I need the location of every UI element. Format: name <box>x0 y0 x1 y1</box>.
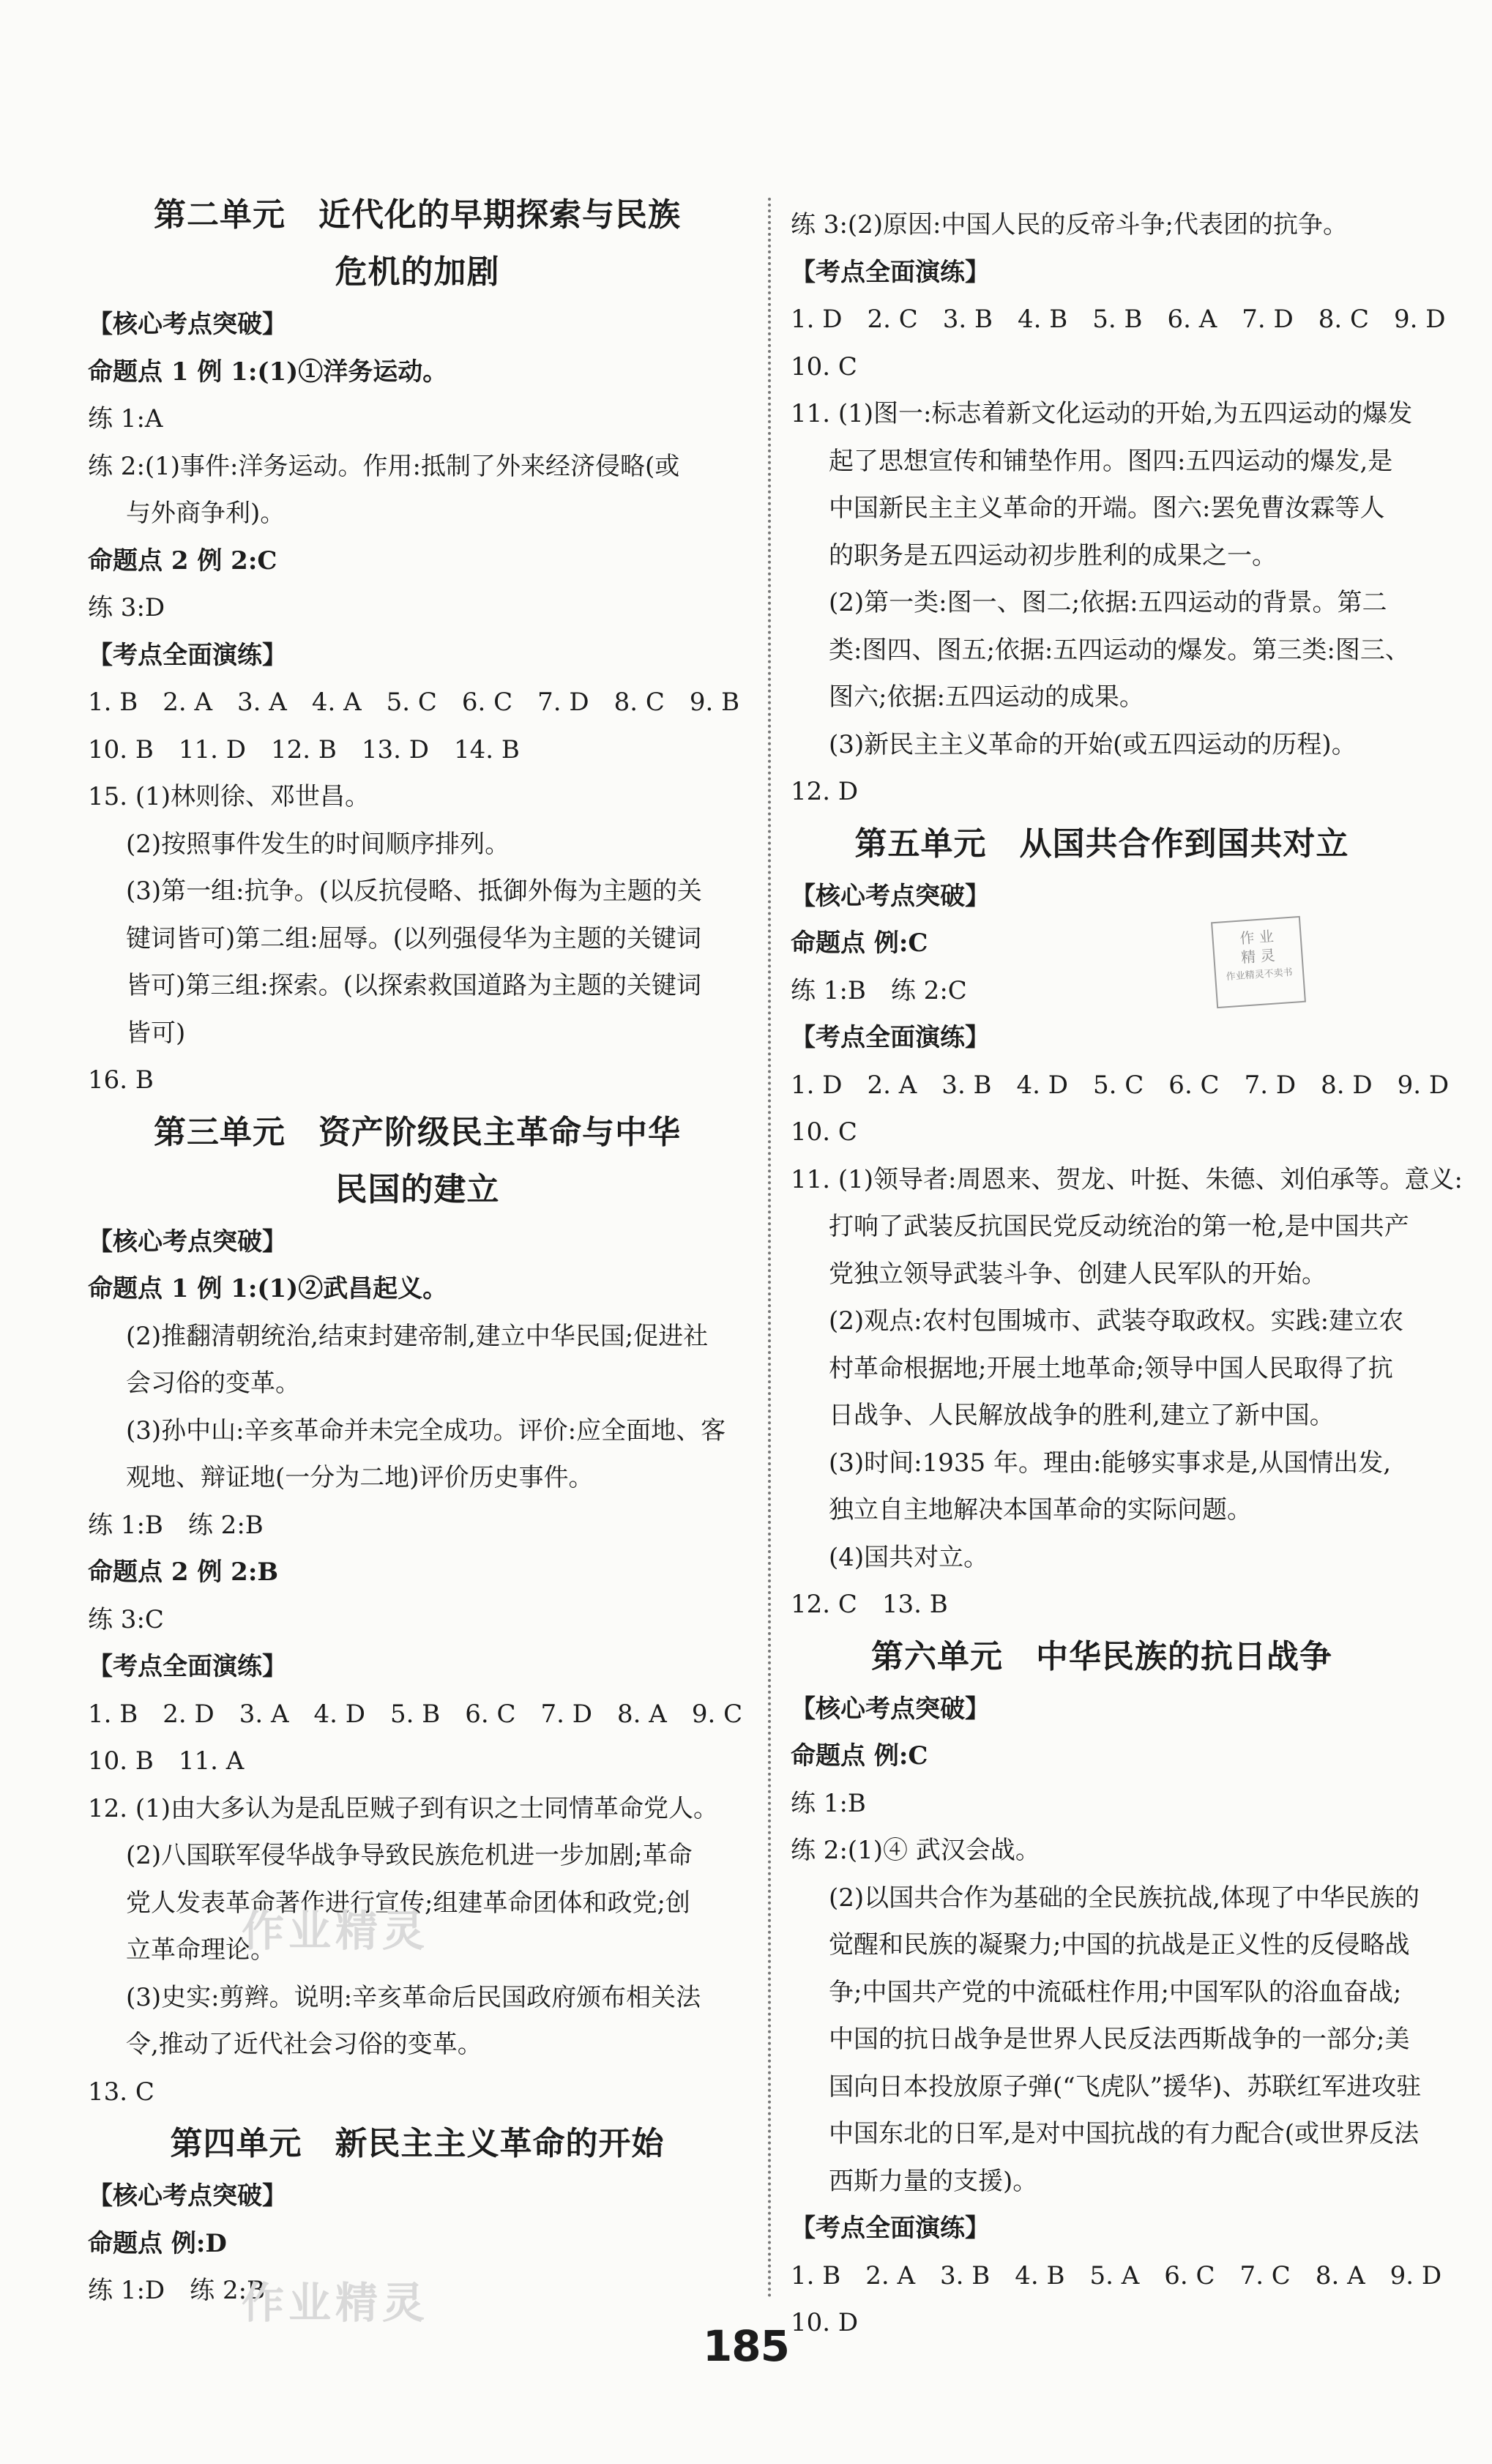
question-point: 命题点 1 例 1:(1)②武昌起义。 <box>88 1274 448 1303</box>
answer-line: 皆可)第三组:探索。(以探索救国道路为主题的关键词 <box>126 971 701 1000</box>
section-heading: 【核心考点突破】 <box>88 2181 287 2211</box>
answer-line: 15. (1)林则徐、邓世昌。 <box>88 782 370 811</box>
answer-line: 练 1:A <box>88 404 163 433</box>
answer-line: 党独立领导武装斗争、创建人民军队的开始。 <box>829 1259 1327 1289</box>
answer-line: 图六;依据:五四运动的成果。 <box>829 682 1144 712</box>
answer-line: (3)孙中山:辛亥革命并未完全成功。评价:应全面地、客 <box>126 1415 726 1445</box>
answer-line: 国向日本投放原子弹(“飞虎队”援华)、苏联红军进攻驻 <box>829 2072 1422 2102</box>
answer-line: 争;中国共产党的中流砥柱作用;中国军队的浴血奋战; <box>829 1977 1402 2007</box>
unit-title: 第二单元 近代化的早期探索与民族 <box>154 196 681 234</box>
answer-line: 与外商争利)。 <box>126 499 286 528</box>
page-number: 185 <box>702 2321 790 2371</box>
question-point: 命题点 例:D <box>88 2228 227 2258</box>
answer-line: 立革命理论。 <box>126 1935 275 1965</box>
answer-line: (3)史实:剪辫。说明:辛亥革命后民国政府颁布相关法 <box>126 1982 701 2012</box>
answer-line: (2)按照事件发生的时间顺序排列。 <box>126 829 510 859</box>
answer-line: 练 1:B 练 2:B <box>88 1510 264 1540</box>
answer-line: 日战争、人民解放战争的胜利,建立了新中国。 <box>829 1401 1335 1430</box>
section-heading: 【核心考点突破】 <box>88 310 287 339</box>
section-heading: 【考点全面演练】 <box>88 640 287 670</box>
answer-line: 打响了武装反抗国民党反动统治的第一枪,是中国共产 <box>829 1212 1409 1241</box>
left-column <box>88 187 747 2315</box>
answer-line: 独立自主地解决本国革命的实际问题。 <box>829 1495 1252 1525</box>
faint-watermark: 作业精灵 <box>242 1906 430 1956</box>
answer-line: 10. B 11. D 12. B 13. D 14. B <box>88 734 520 764</box>
section-heading: 【考点全面演练】 <box>791 2214 990 2243</box>
section-heading: 【核心考点突破】 <box>791 1694 990 1724</box>
unit-title: 民国的建立 <box>335 1170 500 1208</box>
answer-line: (4)国共对立。 <box>829 1542 989 1572</box>
question-point: 命题点 例:C <box>791 1741 928 1771</box>
stamp-line-3: 作业精灵不卖书 <box>1226 967 1294 983</box>
answer-line: 练 3:(2)原因:中国人民的反帝斗争;代表团的抗争。 <box>791 210 1348 239</box>
unit-title: 第六单元 中华民族的抗日战争 <box>871 1637 1332 1675</box>
unit-title: 第四单元 新民主主义革命的开始 <box>170 2125 665 2162</box>
answer-line: 令,推动了近代社会习俗的变革。 <box>126 2030 482 2059</box>
answer-line: 1. B 2. D 3. A 4. D 5. B 6. C 7. D 8. A 9. C <box>88 1699 743 1729</box>
answer-line: (2)以国共合作为基础的全民族抗战,体现了中华民族的 <box>829 1883 1420 1913</box>
unit-title: 第三单元 资产阶级民主革命与中华 <box>154 1113 681 1151</box>
answer-line: 12. D <box>791 777 859 806</box>
answer-line: (2)第一类:图一、图二;依据:五四运动的背景。第二 <box>829 588 1387 617</box>
answer-line: 中国的抗日战争是世界人民反法西斯战争的一部分;美 <box>829 2025 1410 2054</box>
answer-line: 观地、辩证地(一分为二地)评价历史事件。 <box>126 1463 594 1492</box>
answer-line: 觉醒和民族的凝聚力;中国的抗战是正义性的反侵略战 <box>829 1930 1410 1959</box>
answer-line: (2)观点:农村包围城市、武装夺取政权。实践:建立农 <box>829 1306 1404 1336</box>
answer-line: 1. B 2. A 3. A 4. A 5. C 6. C 7. D 8. C 9. B <box>88 688 740 717</box>
answer-line: (3)第一组:抗争。(以反抗侵略、抵御外侮为主题的关 <box>126 876 702 906</box>
answer-line: 10. C <box>791 1117 857 1147</box>
answer-line: 1. D 2. A 3. B 4. D 5. C 6. C 7. D 8. D 9. D <box>791 1070 1450 1100</box>
answer-line: 起了思想宣传和铺垫作用。图四:五四运动的爆发,是 <box>829 446 1393 476</box>
unit-title: 第五单元 从国共合作到国共对立 <box>854 825 1349 863</box>
column-divider <box>768 198 771 2299</box>
answer-line: (2)推翻清朝统治,结束封建帝制,建立中华民国;促进社 <box>126 1321 709 1351</box>
answer-line: 类:图四、图五;依据:五四运动的爆发。第三类:图三、 <box>829 635 1410 665</box>
section-heading: 【核心考点突破】 <box>88 1227 287 1257</box>
answer-line: 11. (1)领导者:周恩来、贺龙、叶挺、朱德、刘伯承等。意义: <box>791 1164 1463 1194</box>
answer-line: 练 2:(1)④ 武汉会战。 <box>791 1836 1040 1865</box>
answer-line: 练 3:D <box>88 593 165 622</box>
answer-line: 练 2:(1)事件:洋务运动。作用:抵制了外来经济侵略(或 <box>88 451 680 481</box>
answer-line: 的职务是五四运动初步胜利的成果之一。 <box>829 540 1277 570</box>
answer-line: 键词皆可)第二组:屈辱。(以列强侵华为主题的关键词 <box>126 923 701 953</box>
answer-line: (3)新民主主义革命的开始(或五四运动的历程)。 <box>829 729 1357 759</box>
question-point: 命题点 1 例 1:(1)①洋务运动。 <box>88 357 448 387</box>
answer-line: 西斯力量的支援)。 <box>829 2166 1038 2196</box>
answer-line: 练 1:B 练 2:C <box>791 975 967 1005</box>
answer-line: 中国新民主主义革命的开端。图六:罢免曹汝霖等人 <box>829 494 1385 523</box>
answer-line: 练 1:D 练 2:B <box>88 2276 266 2305</box>
answer-line: 11. (1)图一:标志着新文化运动的开始,为五四运动的爆发 <box>791 399 1413 428</box>
unit-title: 危机的加剧 <box>335 253 500 291</box>
faint-watermark: 作业精灵 <box>242 2278 430 2328</box>
answer-line: 12. C 13. B <box>791 1590 948 1619</box>
section-heading: 【考点全面演练】 <box>88 1652 287 1681</box>
answer-line: 练 1:B <box>791 1788 866 1818</box>
question-point: 命题点 2 例 2:B <box>88 1557 279 1587</box>
answer-line: (2)八国联军侵华战争导致民族危机进一步加剧;革命 <box>126 1841 693 1870</box>
answer-line: 10. B 11. A <box>88 1746 245 1776</box>
answer-line: 1. D 2. C 3. B 4. B 5. B 6. A 7. D 8. C 9. D <box>791 305 1446 334</box>
stamp-line-1: 作 业 <box>1239 927 1275 948</box>
stamp-line-2: 精 灵 <box>1240 946 1276 967</box>
answer-line: 村革命根据地;开展土地革命;领导中国人民取得了抗 <box>829 1353 1393 1383</box>
watermark-stamp <box>1211 916 1306 1008</box>
section-heading: 【考点全面演练】 <box>791 257 990 287</box>
answer-line: 1. B 2. A 3. B 4. B 5. A 6. C 7. C 8. A 9. D <box>791 2260 1442 2290</box>
answer-line: (3)时间:1935 年。理由:能够实事求是,从国情出发, <box>829 1448 1392 1478</box>
answer-line: 16. B <box>88 1065 154 1095</box>
section-heading: 【核心考点突破】 <box>791 881 990 911</box>
question-point: 命题点 例:C <box>791 928 928 958</box>
answer-line: 党人发表革命著作进行宣传;组建革命团体和政党;创 <box>126 1888 690 1918</box>
answer-line: 练 3:C <box>88 1604 164 1634</box>
answer-line: 10. C <box>791 351 857 381</box>
answer-line: 12. (1)由大多认为是乱臣贼子到有识之士同情革命党人。 <box>88 1793 719 1823</box>
question-point: 命题点 2 例 2:C <box>88 546 277 576</box>
answer-line: 中国东北的日军,是对中国抗战的有力配合(或世界反法 <box>829 2119 1420 2148</box>
section-heading: 【考点全面演练】 <box>791 1023 990 1052</box>
answer-line: 13. C <box>88 2077 154 2107</box>
answer-line: 皆可) <box>126 1018 186 1048</box>
right-column <box>791 201 1463 2347</box>
answer-line: 10. D <box>791 2308 859 2337</box>
answer-line: 会习俗的变革。 <box>126 1369 300 1398</box>
